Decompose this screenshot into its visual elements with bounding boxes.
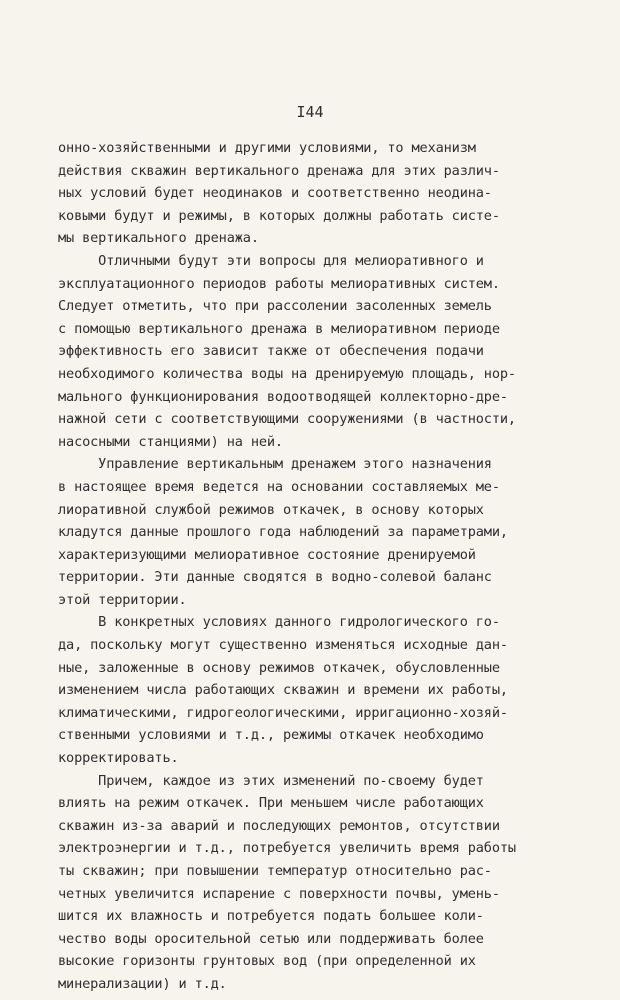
text-line: Следует отметить, что при рассолении засоленных земель <box>58 298 492 315</box>
text-line: этой территории. <box>58 591 187 608</box>
text-line: насосными станциями) на ней. <box>58 433 283 450</box>
text-line: В конкретных условиях данного гидрологического го- <box>58 614 500 631</box>
text-line: Управление вертикальным дренажем этого назначения <box>58 456 492 473</box>
text-line: ты скважин; при повышении температур относительно рас- <box>58 863 492 879</box>
text-line: мы вертикального дренажа. <box>58 230 259 247</box>
text-line: корректировать. <box>58 750 179 767</box>
text-line: онно-хозяйственными и другими условиями, то механизм <box>58 140 476 156</box>
text-line: лиоративной службой режимов откачек, в основу которых <box>58 501 484 518</box>
body-text <box>58 137 578 996</box>
text-line: влиять на режим откачек. При меньшем числе работающих <box>58 795 484 812</box>
text-line: ковыми будут и режимы, в которых должны работать систе- <box>58 207 500 224</box>
text-line: электроэнергии и т.д., потребуется увеличить время работы <box>58 840 516 857</box>
text-line: Причем, каждое из этих изменений по-своему будет <box>58 772 484 789</box>
text-line: эффективность его зависит также от обеспечения подачи <box>58 343 484 360</box>
text-line: четных увеличится испарение с поверхности почвы, умень- <box>58 885 500 902</box>
text-line: необходимого количества воды на дренируемую площадь, нор- <box>58 365 516 382</box>
text-line: высокие горизонты грунтовых вод (при определенной их <box>58 953 476 970</box>
text-line: с помощью вертикального дренажа в мелиоративном периоде <box>58 320 500 337</box>
text-line: скважин из-за аварий и последующих ремонтов, отсутствии <box>58 817 500 834</box>
text-line: эксплуатационного периодов работы мелиоративных систем. <box>58 275 500 292</box>
text-line: территории. Эти данные сводятся в водно-солевой баланс <box>58 569 492 586</box>
text-line: чество воды оросительной сетью или поддерживать более <box>58 930 484 947</box>
text-line: минерализации) и т.д. <box>58 975 227 992</box>
text-line: характеризующими мелиоративное состояние дренируемой <box>58 546 476 563</box>
text-line: в настоящее время ведется на основании составляемых ме- <box>58 478 500 495</box>
text-line: действия скважин вертикального дренажа для этих различ- <box>58 162 500 179</box>
text-line: мального функционирования водоотводящей коллекторно-дре- <box>58 388 508 405</box>
text-line: изменением числа работающих скважин и времени их работы, <box>58 682 508 699</box>
text-line: да, поскольку могут существенно изменяться исходные дан- <box>58 637 508 654</box>
text-line: ных условий будет неодинаков и соответственно неодина- <box>58 185 492 202</box>
text-line: ные, заложенные в основу режимов откачек, обусловленные <box>58 659 500 676</box>
text-line: ственными условиями и т.д., режимы откачек необходимо <box>58 727 484 744</box>
text-line: нажной сети с соответствующими сооружениями (в частности, <box>58 411 516 428</box>
text-line: Отличными будут эти вопросы для мелиоративного и <box>58 252 484 269</box>
page-number: I44 <box>296 103 324 121</box>
text-line: климатическими, гидрогеологическими, ирригационно-хозяй- <box>58 704 508 721</box>
text-line: шится их влажность и потребуется подать большее коли- <box>58 908 484 925</box>
text-line: кладутся данные прошлого года наблюдений за параметрами, <box>58 524 508 541</box>
